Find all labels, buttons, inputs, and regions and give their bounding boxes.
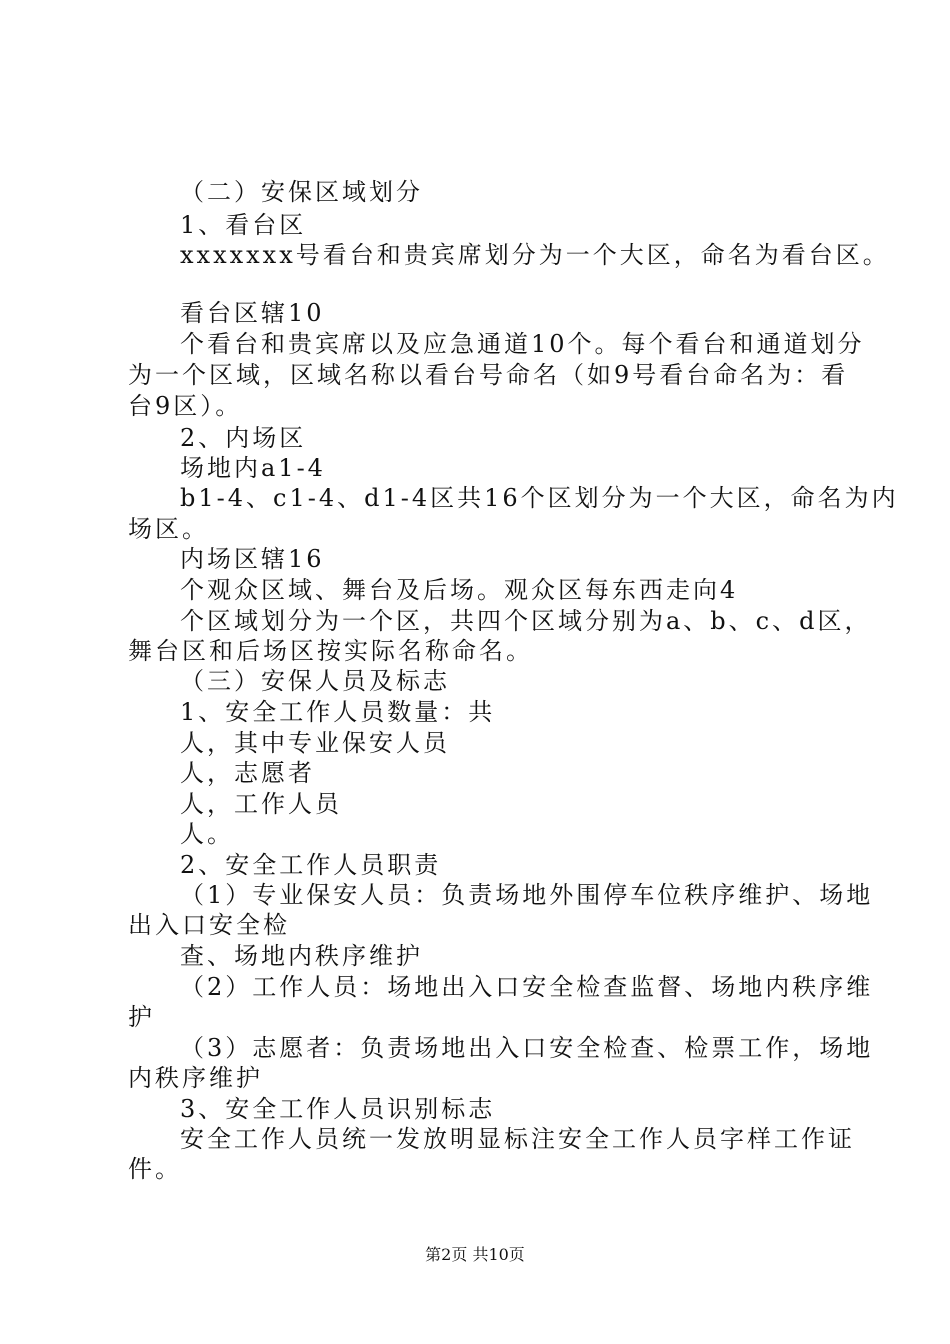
section-heading-security-staff: （三）安保人员及标志	[180, 667, 450, 695]
paragraph-line: 安全工作人员统一发放明显标注安全工作人员字样工作证	[180, 1125, 855, 1153]
paragraph-line: 个看台和贵宾席以及应急通道10个。每个看台和通道划分	[180, 330, 865, 358]
paragraph-line: 人，其中专业保安人员	[180, 729, 450, 757]
paragraph-line: 人，志愿者	[180, 759, 315, 787]
paragraph-line: b1-4、c1-4、d1-4区共16个区划分为一个大区，命名为内	[180, 484, 899, 512]
paragraph-line: （2）工作人员：场地出入口安全检查监督、场地内秩序维	[180, 973, 874, 1001]
paragraph-line: 舞台区和后场区按实际名称命名。	[128, 637, 533, 665]
paragraph-line: 人，工作人员	[180, 790, 342, 818]
paragraph-line: 内场区辖16	[180, 545, 325, 573]
paragraph-line: xxxxxxx号看台和贵宾席划分为一个大区，命名为看台区。	[180, 241, 890, 269]
paragraph-line: 人。	[180, 820, 234, 848]
paragraph-line: （1）专业保安人员：负责场地外围停车位秩序维护、场地	[180, 881, 874, 909]
subheading-staff-duties: 2、安全工作人员职责	[180, 851, 442, 879]
page-footer: 第2页 共10页	[425, 1245, 525, 1264]
paragraph-line: 看台区辖10	[180, 299, 325, 327]
paragraph-line: 出入口安全检	[128, 911, 290, 939]
paragraph-line: 1、安全工作人员数量：共	[180, 698, 496, 726]
section-heading-security-zones: （二）安保区域划分	[180, 178, 423, 206]
subheading-stand-area: 1、看台区	[180, 211, 307, 239]
paragraph-line: 件。	[128, 1155, 182, 1183]
paragraph-line: 场区。	[128, 515, 209, 543]
subheading-staff-identification: 3、安全工作人员识别标志	[180, 1095, 496, 1123]
paragraph-line: 台9区）。	[128, 392, 243, 420]
paragraph-line: 场地内a1-4	[180, 454, 326, 482]
paragraph-line: 护	[128, 1003, 155, 1031]
paragraph-line: 个区域划分为一个区，共四个区域分别为a、b、c、d区，	[180, 607, 872, 635]
subheading-infield-area: 2、内场区	[180, 424, 307, 452]
paragraph-line: （3）志愿者：负责场地出入口安全检查、检票工作，场地	[180, 1034, 874, 1062]
paragraph-line: 内秩序维护	[128, 1064, 263, 1092]
paragraph-line: 个观众区域、舞台及后场。观众区每东西走向4	[180, 576, 739, 604]
paragraph-line: 查、场地内秩序维护	[180, 942, 423, 970]
paragraph-line: 为一个区域，区域名称以看台号命名（如9号看台命名为：看	[128, 361, 849, 389]
